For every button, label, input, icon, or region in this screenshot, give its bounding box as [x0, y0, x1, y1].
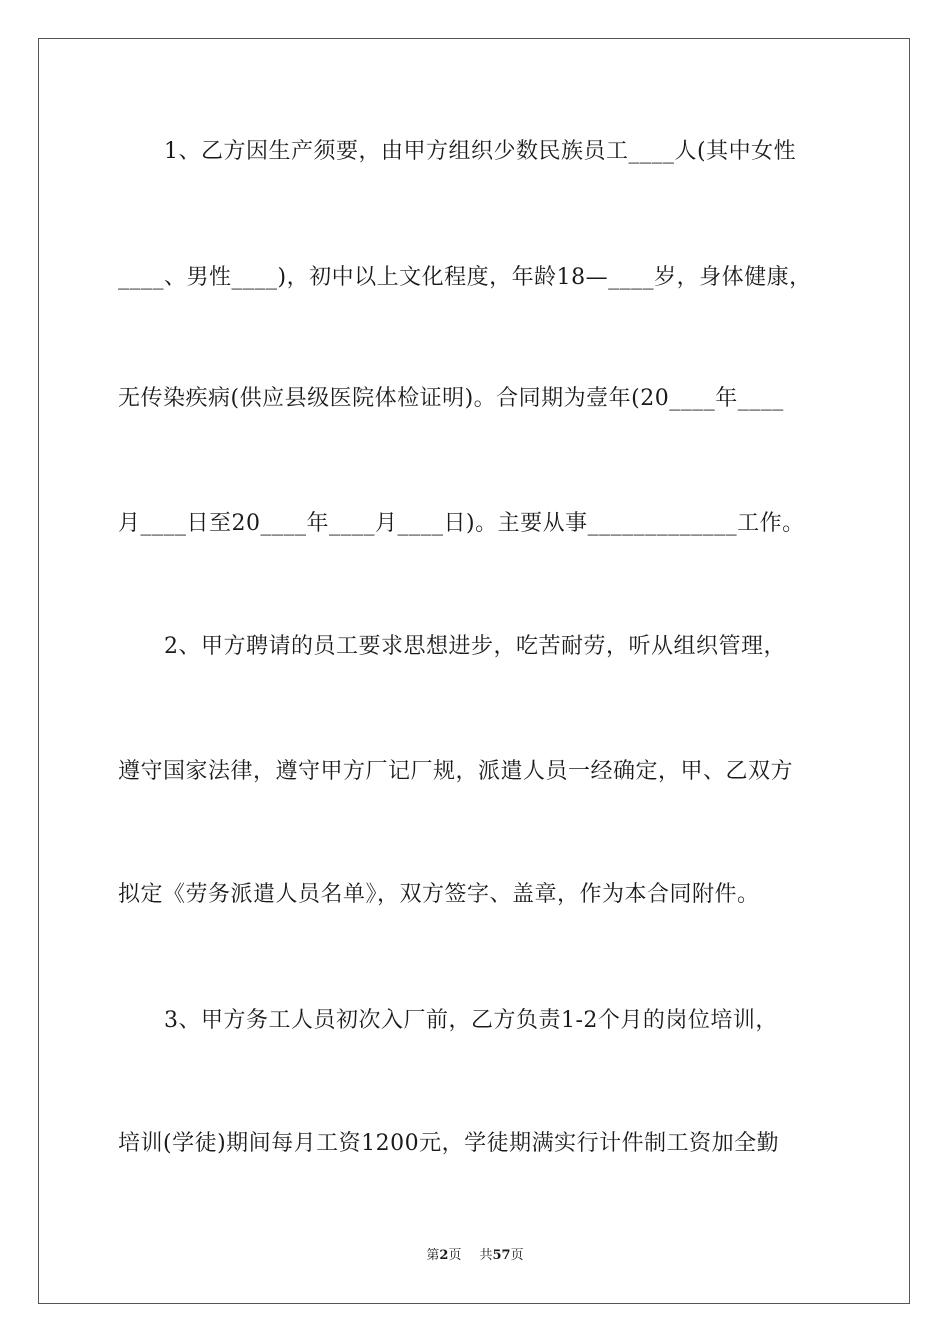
paragraph-2-line-3: 拟定《劳务派遣人员名单》，双方签字、盖章，作为本合同附件。	[118, 882, 760, 907]
footer-total-pages: 57	[492, 1248, 511, 1263]
footer-total-prefix: 共	[479, 1248, 493, 1263]
paragraph-3-line-1: 3、甲方务工人员初次入厂前，乙方负责1-2个月的岗位培训，	[164, 1008, 778, 1033]
footer-total-suffix: 页	[510, 1248, 524, 1263]
paragraph-2-line-2: 遵守国家法律，遵守甲方厂记厂规，派遣人员一经确定，甲、乙双方	[118, 759, 794, 784]
footer-page-prefix: 第	[426, 1248, 440, 1263]
paragraph-1-line-2: ____、男性____)，初中以上文化程度，年龄18—____岁，身体健康，	[118, 265, 812, 290]
footer-page-suffix: 页	[448, 1248, 462, 1263]
footer-page-number: 2	[439, 1248, 449, 1263]
paragraph-1-line-1: 1、乙方因生产须要，由甲方组织少数民族员工____人(其中女性	[164, 139, 797, 164]
page-footer	[0, 1247, 950, 1265]
paragraph-1-line-4: 月____日至20____年____月____日)。主要从事_____________工作。	[118, 511, 805, 536]
page-border	[38, 38, 910, 1304]
paragraph-3-line-2: 培训(学徒)期间每月工资1200元，学徒期满实行计件制工资加全勤	[118, 1131, 780, 1156]
paragraph-1-line-3: 无传染疾病(供应县级医院体检证明)。合同期为壹年(20____年____	[118, 386, 784, 411]
paragraph-2-line-1: 2、甲方聘请的员工要求思想进步，吃苦耐劳，听从组织管理，	[164, 634, 786, 659]
